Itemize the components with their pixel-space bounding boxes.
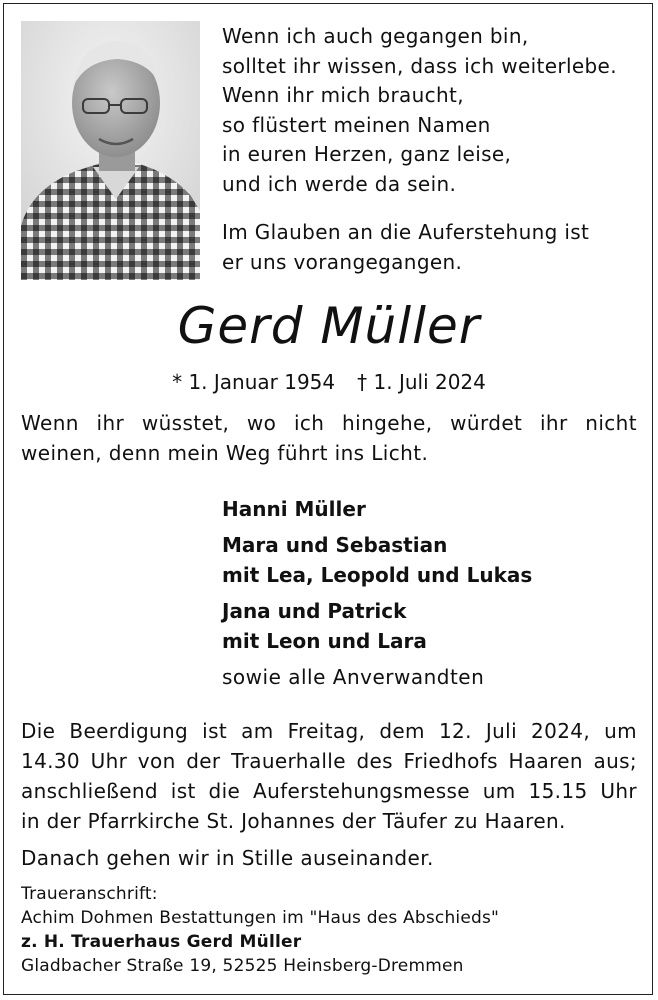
poem [222,22,642,277]
family-member: Jana und Patrick [222,599,407,623]
funeral-line: 14.30 Uhr von der Trauerhalle des Friedhofs Haaren aus; [21,749,637,773]
poem-line: Wenn ich auch gegangen bin, [222,24,529,48]
quote-line: Wenn ihr wüsstet, wo ich hingehe, würdet ihr nicht [21,411,637,435]
family-group [222,596,642,656]
address-undertaker: Achim Dohmen Bestattungen im "Haus des Abschieds" [21,908,500,928]
mourning-address [21,882,637,978]
quote [21,408,637,468]
poem-line: in euren Herzen, ganz leise, [222,142,512,166]
funeral-line: Die Beerdigung ist am Freitag, dem 12. Juli 2024, um [21,719,637,743]
birth-date: * 1. Januar 1954 [172,370,336,394]
faith-line: er uns vorangegangen. [222,249,463,274]
poem-line: solltet ihr wissen, dass ich weiterlebe. [222,53,617,78]
family-member: mit Lea, Leopold und Lukas [222,563,533,587]
family-list [222,494,642,692]
deceased-name: Gerd Müller [177,297,481,355]
family-member: mit Leon und Lara [222,629,427,653]
funeral-line: in der Pfarrkirche St. Johannes der Täufer zu Haaren. [21,809,566,833]
funeral-details [21,716,637,836]
address-label: Traueranschrift: [21,884,158,904]
faith-line: Im Glauben an die Auferstehung ist [222,220,590,244]
funeral-line: anschließend ist die Auferstehungsmesse um 15.15 Uhr [21,779,637,803]
poem-line: so flüstert meinen Namen [222,112,491,137]
poem-line: Wenn ihr mich braucht, [222,83,464,107]
afterwards-line: Danach gehen wir in Stille auseinander. [21,846,434,870]
poem-line: und ich werde da sein. [222,171,457,196]
address-care-of: z. H. Trauerhaus Gerd Müller [21,932,302,952]
family-group [222,530,642,590]
family-member: Hanni Müller [222,497,366,521]
portrait-photo [21,21,200,280]
life-dates [0,368,658,396]
death-date: † 1. Juli 2024 [357,370,486,394]
family-member: Mara und Sebastian [222,533,448,557]
address-street: Gladbacher Straße 19, 52525 Heinsberg-Dremmen [21,956,464,976]
quote-line: weinen, denn mein Weg führt ins Licht. [21,441,429,465]
relatives-line: sowie alle Anverwandten [222,665,485,689]
family-group [222,494,642,524]
